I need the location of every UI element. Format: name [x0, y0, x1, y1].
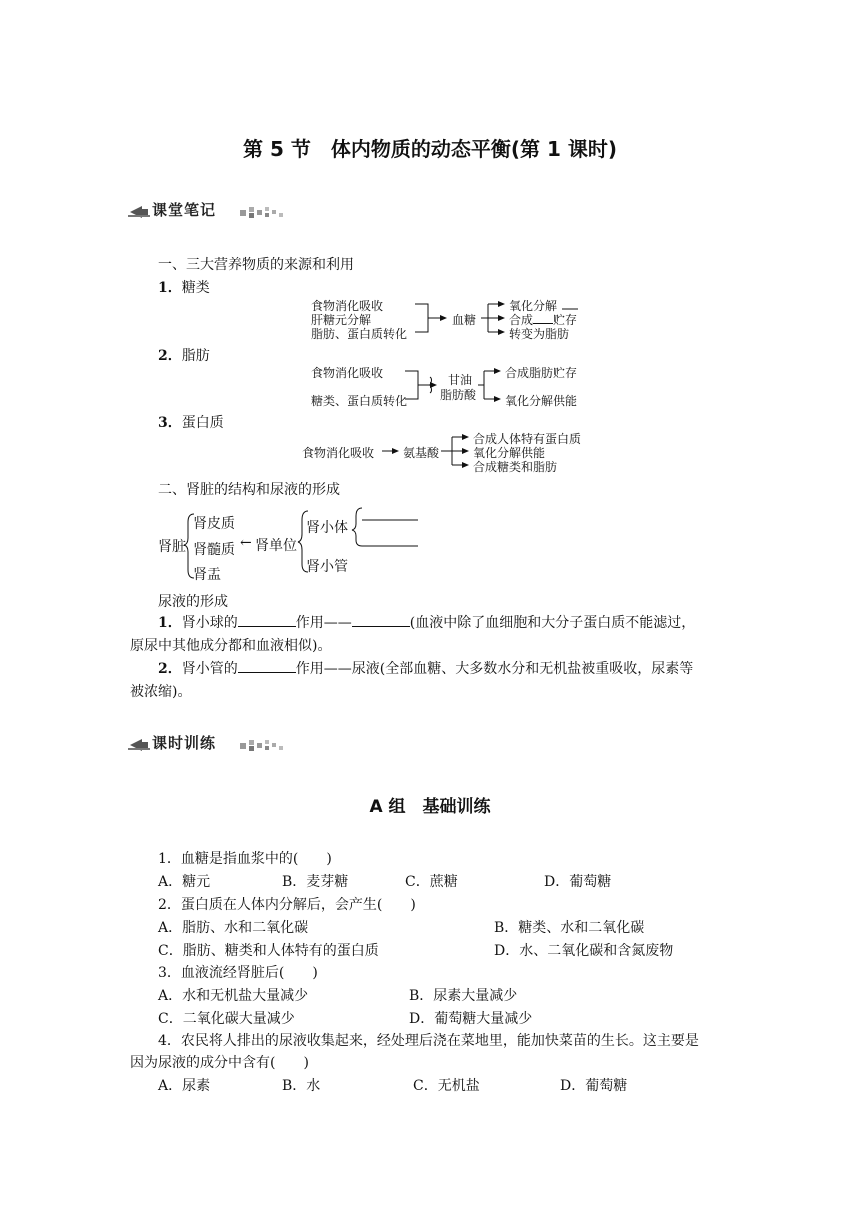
- urine-heading: 尿液的形成: [158, 594, 228, 610]
- section1-heading: 一、三大营养物质的来源和利用: [158, 257, 354, 273]
- question-3-option-d: D．葡萄糖大量减少: [409, 1011, 533, 1027]
- urine-item-1-cont: 原尿中其他成分都和血液相似)。: [130, 638, 332, 654]
- question-4-option-b: B．水: [282, 1078, 321, 1094]
- section-banner-practice: [128, 731, 288, 753]
- question-4-option-c: C．无机盐: [413, 1078, 480, 1094]
- question-2-option-a: A．脂肪、水和二氧化碳: [158, 920, 309, 936]
- question-4-option-a: A．尿素: [158, 1078, 211, 1094]
- question-1-option-b: B．麦芽糖: [282, 874, 349, 890]
- question-3-option-b: B．尿素大量减少: [409, 988, 518, 1004]
- question-2-option-c: C．脂肪、糖类和人体特有的蛋白质: [158, 943, 379, 959]
- question-3-option-c: C．二氧化碳大量减少: [158, 1011, 295, 1027]
- notes-diagram-lines: [0, 0, 860, 600]
- banner-label: 课堂笔记: [152, 201, 217, 219]
- sugar-source-1: 食物消化吸收: [311, 299, 384, 313]
- urine-item-1: 1．肾小球的 作用—— (血液中除了血细胞和大分子蛋白质不能滤过，: [158, 612, 738, 635]
- question-1-option-d: D．葡萄糖: [544, 874, 612, 890]
- page-title: 第 5 节 体内物质的动态平衡(第 1 课时): [243, 137, 617, 161]
- question-2-option-d: D．水、二氧化碳和含氮废物: [494, 943, 674, 959]
- protein-use-2: 氧化分解供能: [473, 446, 546, 460]
- question-4-stem-cont: 因为尿液的成分中含有( ): [130, 1055, 309, 1071]
- question-3-option-a: A．水和无机盐大量减少: [158, 988, 309, 1004]
- question-4-option-d: D．葡萄糖: [560, 1078, 628, 1094]
- question-1-stem: 1．血糖是指血浆中的( ): [158, 851, 332, 867]
- kidney-part-3: 肾盂: [193, 567, 221, 583]
- fat-source-2: 糖类、蛋白质转化: [311, 394, 408, 408]
- kidney-part-1: 肾皮质: [193, 516, 235, 532]
- kidney-unit-part-2: 肾小管: [306, 559, 348, 575]
- protein-use-1: 合成人体特有蛋白质: [473, 432, 582, 446]
- sugar-use-1: 氧化分解: [509, 299, 558, 313]
- fat-source-1: 食物消化吸收: [311, 366, 384, 380]
- question-1-option-c: C．蔗糖: [405, 874, 458, 890]
- fat-center-2: 脂肪酸: [440, 388, 477, 402]
- group-title: A 组 基础训练: [369, 797, 491, 817]
- protein-use-3: 合成糖类和脂肪: [473, 460, 558, 474]
- sugar-use-3: 转变为脂肪: [509, 327, 570, 341]
- fat-center-1: 甘油: [448, 373, 473, 387]
- urine-item-2: 2．肾小管的 作用——尿液(全部血糖、大多数水分和无机盐被重吸收，尿素等: [158, 658, 738, 681]
- kidney-part-2: 肾髓质: [193, 542, 235, 558]
- section2-heading: 二、肾脏的结构和尿液的形成: [158, 482, 340, 498]
- sugar-source-2: 肝糖元分解: [311, 313, 372, 327]
- kidney-unit-part-1: 肾小体: [306, 520, 348, 536]
- fat-use-2: 氧化分解供能: [505, 394, 578, 408]
- question-4-stem: 4．农民将人排出的尿液收集起来，经处理后浇在菜地里，能加快菜苗的生长。这主要是: [158, 1033, 699, 1049]
- kidney-unit: 肾单位: [255, 538, 297, 554]
- fat-label: 2．脂肪: [158, 348, 210, 364]
- question-2-option-b: B．糖类、水和二氧化碳: [494, 920, 645, 936]
- kidney-arrow: ←: [240, 535, 252, 551]
- protein-center: 氨基酸: [403, 446, 440, 460]
- urine-item-2-cont: 被浓缩)。: [130, 684, 192, 700]
- kidney-root: 肾脏: [158, 539, 186, 555]
- banner-label: 课时训练: [152, 734, 217, 752]
- question-1-option-a: A．糖元: [158, 874, 211, 890]
- sugar-use-2: 合成 贮存: [509, 313, 578, 327]
- protein-source: 食物消化吸收: [302, 446, 375, 460]
- question-2-stem: 2．蛋白质在人体内分解后，会产生( ): [158, 897, 416, 913]
- fat-use-1: 合成脂肪贮存: [505, 366, 578, 380]
- question-3-stem: 3．血液流经肾脏后( ): [158, 965, 318, 981]
- sugar-label: 1．糖类: [158, 280, 210, 296]
- sugar-source-3: 脂肪、蛋白质转化: [311, 327, 408, 341]
- protein-label: 3．蛋白质: [158, 415, 224, 431]
- sugar-center: 血糖: [452, 313, 477, 327]
